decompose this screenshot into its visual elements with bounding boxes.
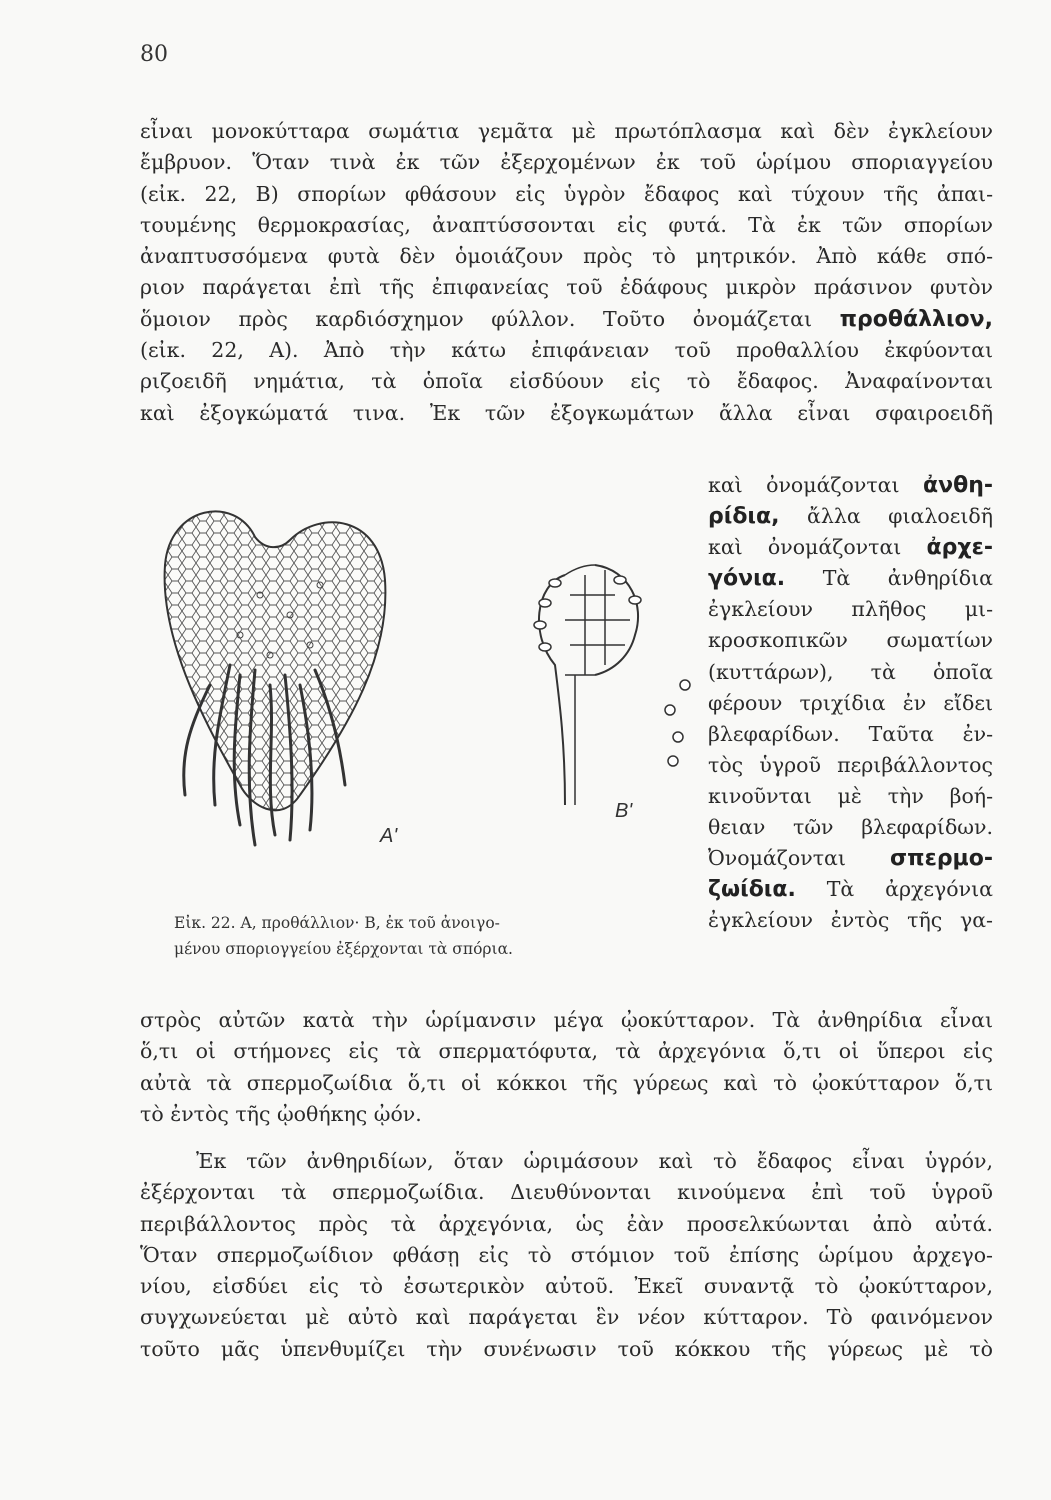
text-line: ἀναπτυσσόμενα φυτὰ δὲν ὁμοιάζουν πρὸς τὸ μητρικόν. Ἀπὸ κάθε σπό- [140,244,993,269]
text-segment: Ὀνομάζονται [708,846,846,871]
text-line [140,304,993,335]
text-line: ἐξέρχονται τὰ σπερμοζωίδια. Διευθύνονται κινούμενα ἐπὶ τοῦ ὑγροῦ [140,1180,993,1205]
text-segment: καὶ ὀνομάζονται [708,535,902,560]
text-segment: Τὰ ἀρχεγόνια [826,877,993,902]
text-line [708,501,993,532]
page-number: 80 [140,42,168,67]
paragraph-bottom [140,1005,993,1130]
text-line: βλεφαρίδων. Ταῦτα ἐν- [708,721,993,746]
text-line: κινοῦνται μὲ τὴν βοή- [708,783,993,808]
term-prothallion: προθάλλιον, [839,306,993,332]
text-line: αὐτὰ τὰ σπερμοζωίδια ὅ,τι οἱ κόκκοι τῆς γύρεως καὶ τὸ ᾠοκύτταρον ὅ,τι [140,1070,993,1095]
text-line [708,532,993,563]
term-spermatozoa: ζωίδια. [708,877,796,903]
text-line: (εἰκ. 22, Α). Ἀπὸ τὴν κάτω ἐπιφάνειαν τοῦ προθαλλίου ἐκφύονται [140,338,993,363]
text-line: ριον παράγεται ἐπὶ τῆς ἐπιφανείας τοῦ ἐδάφους μικρὸν πράσινον φυτὸν [140,275,993,300]
text-line: ὅ,τι οἱ στήμονες εἰς τὰ σπερματόφυτα, τὰ ἀρχεγόνια ὅ,τι οἱ ὕπεροι εἰς [140,1039,993,1064]
caption-line: Εἰκ. 22. Α, προθάλλιον· Β, ἐκ τοῦ ἀνοιγο- [174,914,500,932]
text-line: περιβάλλοντος πρὸς τὰ ἀρχεγόνια, ὡς ἐὰν προσελκύωνται ἀπὸ αὐτά. [140,1211,993,1236]
text-line: ἐγκλείουν πλῆθος μι- [708,597,993,622]
term-antheridia: ρίδια, [708,504,780,530]
text-segment: καὶ ὀνομάζονται [708,473,900,497]
paragraph-2 [140,1146,993,1365]
text-line [708,563,993,594]
text-line: νίου, εἰσδύει εἰς τὸ ἐσωτερικὸν αὐτοῦ. Ἐκεῖ συναντᾷ τὸ ᾠοκύτταρον, [140,1274,993,1299]
text-line: ριζοειδῆ νημάτια, τὰ ὁποῖα εἰσδύουν εἰς τὸ ἔδαφος. Ἀναφαίνονται [140,369,993,394]
figure-label-a: A' [380,825,398,847]
text-line [708,843,993,874]
text-line: εἶναι μονοκύτταρα σωμάτια γεμᾶτα μὲ πρωτόπλασμα καὶ δὲν ἐγκλείουν [140,119,993,143]
text-line: θειαν τῶν βλεφαρίδων. [708,815,993,840]
text-segment: ὅμοιον πρὸς καρδιόσχημον φύλλον. Τοῦτο ὀνομάζεται [140,306,812,331]
text-line: ἔμβρυον. Ὅταν τινὰ ἐκ τῶν ἐξερχομένων ἐκ τοῦ ὡρίμου σποριαγγείου [140,150,993,175]
figure-a-prothallium [165,511,386,845]
term-archegonia: ἀρχε- [926,535,993,561]
text-line [708,874,993,905]
figure-22 [140,470,700,870]
caption-line: μένου σποριογγείου ἐξέρχονται τὰ σπόρια. [174,940,513,958]
text-line: Ὅταν σπερμοζωίδιον φθάσῃ εἰς τὸ στόμιον τοῦ ἐπίσης ὡρίμου ἀρχεγο- [140,1242,993,1267]
text-segment: ἄλλα φιαλοειδῆ [806,504,993,529]
figure-label-b: B' [615,800,633,822]
term-spermatozoa: σπερμο- [890,846,993,872]
paragraph-top [140,116,993,429]
text-line: τουμένης θερμοκρασίας, ἀναπτύσσονται εἰς φυτά. Τὰ ἐκ τῶν σπορίων [140,212,993,237]
term-antheridia: ἀνθη- [922,473,993,498]
text-segment: Τὰ ἀνθηρίδια [822,566,993,591]
text-line: τὸς ὑγροῦ περιβάλλοντος [708,752,993,777]
text-line: Ἐκ τῶν ἀνθηριδίων, ὅταν ὡριμάσουν καὶ τὸ ἔδαφος εἶναι ὑγρόν, [196,1149,993,1173]
text-line [708,470,993,501]
text-line: ἐγκλείουν ἐντὸς τῆς γα- [708,908,993,933]
text-line [140,398,993,429]
side-column [708,470,993,936]
text-line: (κυττάρων), τὰ ὁποῖα [708,659,993,684]
text-line: τὸ ἐντὸς τῆς ᾠοθήκης ᾠόν. [140,1101,422,1126]
text-line: φέρουν τριχίδια ἐν εἴδει [708,690,993,715]
text-line: συγχωνεύεται μὲ αὐτὸ καὶ παράγεται ἓν νέον κύτταρον. Τὸ φαινόμενον [140,1305,993,1330]
text-line: στρὸς αὐτῶν κατὰ τὴν ὡρίμανσιν μέγα ᾠοκύτταρον. Τὰ ἀνθηρίδια εἶναι [140,1008,993,1032]
text-line: κροσκοπικῶν σωματίων [708,628,993,653]
figure-b-sporangium [534,565,690,805]
text-line: (εἰκ. 22, Β) σπορίων φθάσουν εἰς ὑγρὸν ἔδαφος καὶ τύχουν τῆς ἀπαι- [140,181,993,206]
figure-caption [174,910,674,962]
term-archegonia: γόνια. [708,566,786,592]
text-line: τοῦτο μᾶς ὑπενθυμίζει τὴν συνένωσιν τοῦ κόκκου τῆς γύρεως μὲ τὸ [140,1336,993,1361]
text-segment: καὶ ἐξογκώματά τινα. Ἐκ τῶν ἐξογκωμάτων [140,400,695,425]
text-segment: ἄλλα εἶναι σφαιροειδῆ [718,400,993,425]
